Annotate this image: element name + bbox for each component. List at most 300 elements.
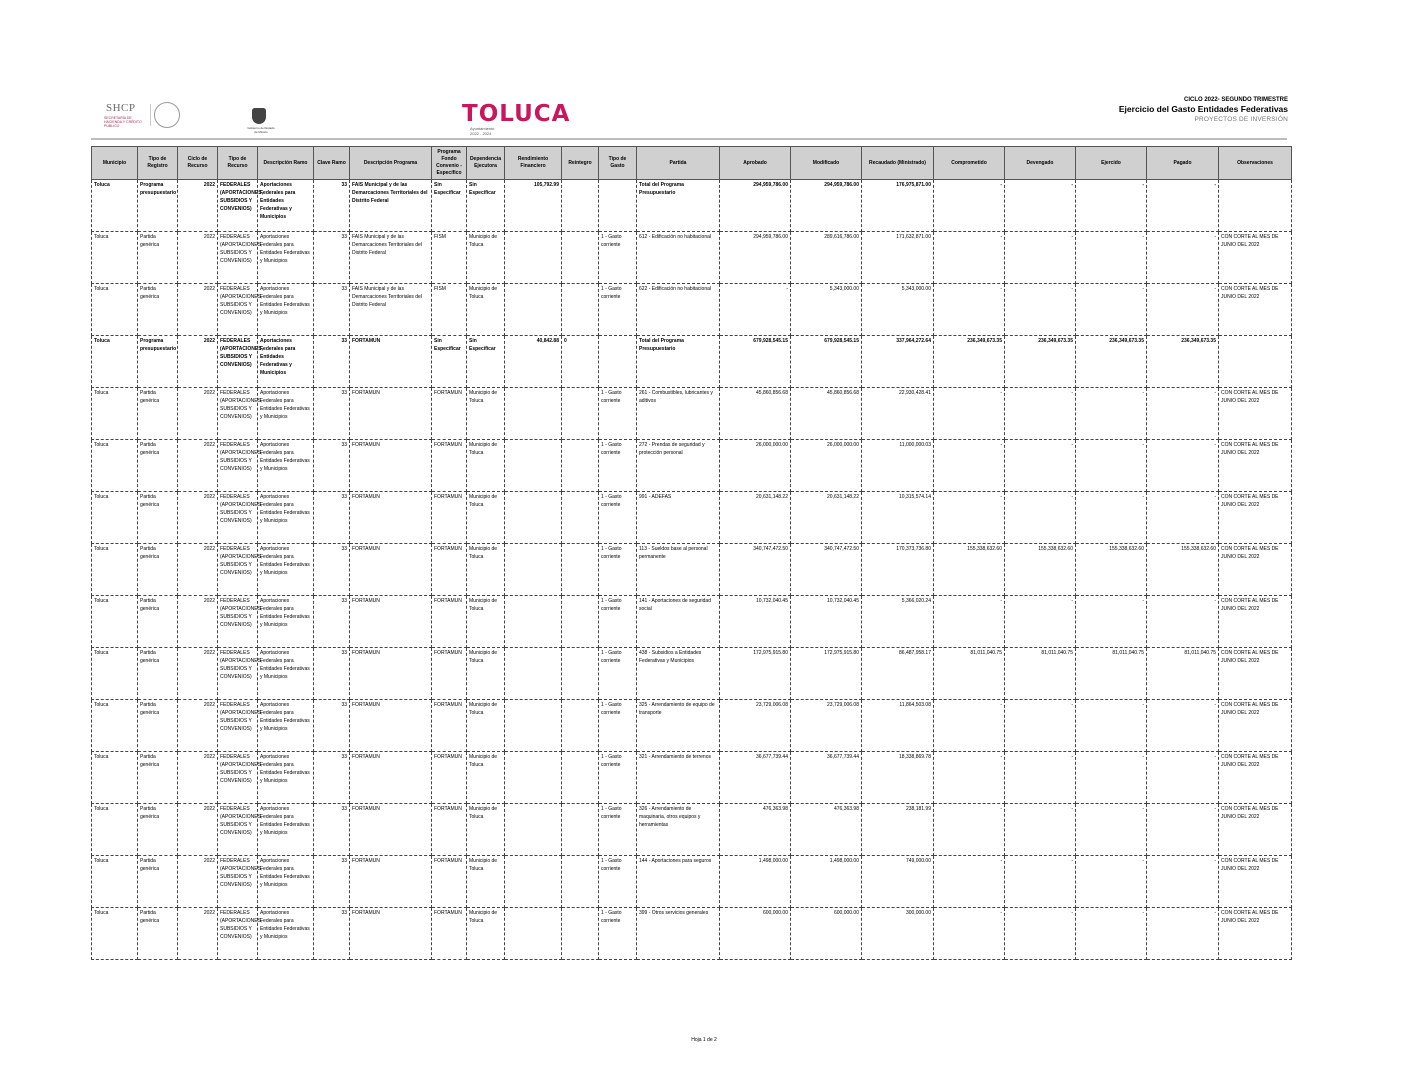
table-cell: 172,975,915.80 <box>791 648 862 700</box>
table-cell <box>562 648 599 700</box>
table-cell: 2022 <box>178 544 218 596</box>
table-cell: CON CORTE AL MES DE JUNIO DEL 2022 <box>1219 804 1292 856</box>
table-cell: - <box>1147 908 1219 960</box>
table-cell: 33 <box>314 336 350 388</box>
table-row <box>92 492 1292 544</box>
table-cell: FEDERALES (APORTACIONES, SUBSIDIOS Y CONVENIOS) <box>218 700 258 752</box>
table-row <box>92 388 1292 440</box>
table-cell: FEDERALES (APORTACIONES, SUBSIDIOS Y CONVENIOS) <box>218 908 258 960</box>
table-cell: 11,864,503.08 <box>862 700 934 752</box>
table-cell: Aportaciones Federales para Entidades Federativas y Municipios <box>258 544 314 596</box>
column-header: Aprobado <box>720 147 791 180</box>
table-cell <box>505 388 562 440</box>
table-cell: - <box>934 752 1005 804</box>
table-cell: FORTAMUN <box>432 492 467 544</box>
table-cell <box>505 544 562 596</box>
table-row <box>92 856 1292 908</box>
expense-table <box>91 146 1292 960</box>
table-cell <box>562 856 599 908</box>
table-cell: 749,000.00 <box>862 856 934 908</box>
table-cell: 33 <box>314 908 350 960</box>
table-cell: 294,959,786.00 <box>720 232 791 284</box>
column-header: Reintegro <box>562 147 599 180</box>
table-cell: 172,975,915.80 <box>720 648 791 700</box>
table-cell: 33 <box>314 648 350 700</box>
column-header: Municipio <box>92 147 138 180</box>
table-cell: Toluca <box>92 336 138 388</box>
table-cell <box>562 284 599 336</box>
table-cell: 5,343,000.00 <box>791 284 862 336</box>
table-cell: FORTAMUN <box>350 856 432 908</box>
table-cell: 170,373,736.80 <box>862 544 934 596</box>
table-cell <box>599 180 637 232</box>
table-cell: - <box>1147 804 1219 856</box>
table-cell <box>562 804 599 856</box>
table-cell: FEDERALES (APORTACIONES, SUBSIDIOS Y CONVENIOS) <box>218 648 258 700</box>
table-cell: 33 <box>314 440 350 492</box>
table-cell: Aportaciones Federales para Entidades Federativas y Municipios <box>258 908 314 960</box>
table-cell: 1,498,000.00 <box>791 856 862 908</box>
table-cell: 236,349,673.35 <box>1076 336 1147 388</box>
table-cell: 23,729,006.08 <box>791 700 862 752</box>
table-cell: Partida genérica <box>138 804 178 856</box>
table-cell: 1 - Gasto corriente <box>599 648 637 700</box>
table-cell: 1 - Gasto corriente <box>599 440 637 492</box>
table-cell: 33 <box>314 804 350 856</box>
table-cell: CON CORTE AL MES DE JUNIO DEL 2022 <box>1219 908 1292 960</box>
table-cell: Municipio de Toluca <box>467 700 505 752</box>
table-cell: 144 - Aportaciones para seguros <box>637 856 720 908</box>
table-cell: 399 - Otros servicios generales <box>637 908 720 960</box>
table-cell: 2022 <box>178 284 218 336</box>
table-cell: Municipio de Toluca <box>467 284 505 336</box>
table-cell: 294,959,786.00 <box>720 180 791 232</box>
table-cell: 81,011,040.75 <box>934 648 1005 700</box>
table-cell: FEDERALES (APORTACIONES, SUBSIDIOS Y CONVENIOS) <box>218 804 258 856</box>
table-cell: 294,959,786.00 <box>791 180 862 232</box>
table-cell: 155,338,632.60 <box>1005 544 1076 596</box>
logo-divider <box>150 104 151 126</box>
column-header: Modificado <box>791 147 862 180</box>
header-divider <box>91 138 1287 140</box>
toluca-sub-2: 2022 - 2024 <box>470 131 492 136</box>
table-cell: 171,632,871.00 <box>862 232 934 284</box>
table-cell: 105,792.99 <box>505 180 562 232</box>
table-cell: 33 <box>314 492 350 544</box>
table-cell: 33 <box>314 856 350 908</box>
table-cell: FEDERALES (APORTACIONES, SUBSIDIOS Y CONVENIOS) <box>218 232 258 284</box>
table-cell: 2022 <box>178 336 218 388</box>
table-cell <box>505 284 562 336</box>
table-cell: 272 - Prendas de seguridad y protección personal <box>637 440 720 492</box>
table-cell: CON CORTE AL MES DE JUNIO DEL 2022 <box>1219 544 1292 596</box>
table-cell: FEDERALES (APORTACIONES, SUBSIDIOS Y CONVENIOS) <box>218 544 258 596</box>
column-header: Tipo de Gasto <box>599 147 637 180</box>
column-header: Partida <box>637 147 720 180</box>
table-cell: 612 - Edificación no habitacional <box>637 232 720 284</box>
table-cell: Municipio de Toluca <box>467 440 505 492</box>
table-cell: 2022 <box>178 596 218 648</box>
column-header: Descripción Ramo <box>258 147 314 180</box>
table-cell: FEDERALES (APORTACIONES, SUBSIDIOS Y CONVENIOS) <box>218 752 258 804</box>
table-cell: CON CORTE AL MES DE JUNIO DEL 2022 <box>1219 440 1292 492</box>
table-cell: 33 <box>314 752 350 804</box>
table-cell: FEDERALES (APORTACIONES, SUBSIDIOS Y CONVENIOS) <box>218 856 258 908</box>
table-cell: 33 <box>314 232 350 284</box>
table-cell: 238,181.99 <box>862 804 934 856</box>
table-cell: FORTAMUN <box>350 700 432 752</box>
table-row <box>92 700 1292 752</box>
table-cell: - <box>1005 700 1076 752</box>
table-cell: CON CORTE AL MES DE JUNIO DEL 2022 <box>1219 596 1292 648</box>
table-cell: Aportaciones Federales para Entidades Federativas y Municipios <box>258 440 314 492</box>
table-cell: 155,338,632.60 <box>934 544 1005 596</box>
table-cell: 325 - Arrendamiento de equipo de transporte <box>637 700 720 752</box>
table-cell: - <box>1005 232 1076 284</box>
table-cell: 86,487,958.17 <box>862 648 934 700</box>
table-cell: CON CORTE AL MES DE JUNIO DEL 2022 <box>1219 752 1292 804</box>
table-cell: - <box>1147 596 1219 648</box>
table-row <box>92 284 1292 336</box>
table-cell: - <box>1147 284 1219 336</box>
table-cell <box>562 908 599 960</box>
table-row <box>92 752 1292 804</box>
table-cell: FORTAMUN <box>350 752 432 804</box>
table-cell: 155,338,632.60 <box>1147 544 1219 596</box>
table-cell: - <box>1147 752 1219 804</box>
table-cell: - <box>934 908 1005 960</box>
table-cell: 45,860,856.68 <box>720 388 791 440</box>
table-cell: - <box>934 284 1005 336</box>
table-cell: 33 <box>314 388 350 440</box>
table-cell <box>1219 180 1292 232</box>
report-subtitle: PROYECTOS DE INVERSIÓN <box>1194 116 1288 123</box>
table-cell <box>505 856 562 908</box>
table-cell: - <box>934 596 1005 648</box>
table-cell: Aportaciones Federales para Entidades Federativas y Municipios <box>258 752 314 804</box>
column-header: Descripción Programa <box>350 147 432 180</box>
table-cell: - <box>1076 232 1147 284</box>
table-cell: FORTAMUN <box>432 596 467 648</box>
shcp-logo-text: SHCP <box>106 102 136 114</box>
table-cell: FORTAMUN <box>350 492 432 544</box>
table-cell: 81,011,040.75 <box>1005 648 1076 700</box>
table-cell: CON CORTE AL MES DE JUNIO DEL 2022 <box>1219 388 1292 440</box>
table-cell <box>1219 336 1292 388</box>
table-cell: 321 - Arrendamiento de terrenos <box>637 752 720 804</box>
table-cell: FISM <box>432 284 467 336</box>
table-cell: 45,860,856.68 <box>791 388 862 440</box>
column-header: Ejercido <box>1076 147 1147 180</box>
table-cell: Toluca <box>92 388 138 440</box>
column-header: Ciclo de Recurso <box>178 147 218 180</box>
table-cell: 1 - Gasto corriente <box>599 284 637 336</box>
table-cell <box>505 492 562 544</box>
table-cell: - <box>934 440 1005 492</box>
table-row <box>92 648 1292 700</box>
table-cell: Partida genérica <box>138 700 178 752</box>
table-cell: 20,631,148.22 <box>720 492 791 544</box>
table-cell: - <box>934 492 1005 544</box>
table-cell: 0 <box>562 336 599 388</box>
table-cell: 81,011,040.75 <box>1076 648 1147 700</box>
table-cell: - <box>1076 856 1147 908</box>
table-cell: - <box>1147 492 1219 544</box>
table-cell: 5,343,000.00 <box>862 284 934 336</box>
table-cell: Municipio de Toluca <box>467 492 505 544</box>
table-cell: 2022 <box>178 232 218 284</box>
table-cell: FEDERALES (APORTACIONES, SUBSIDIOS Y CONVENIOS) <box>218 440 258 492</box>
table-cell <box>562 440 599 492</box>
toluca-logo <box>462 101 571 138</box>
table-cell: Toluca <box>92 648 138 700</box>
table-cell: 2022 <box>178 648 218 700</box>
table-cell: Partida genérica <box>138 388 178 440</box>
table-row <box>92 596 1292 648</box>
table-cell: 1 - Gasto corriente <box>599 388 637 440</box>
table-cell: Aportaciones Federales para Entidades Federativas y Municipios <box>258 700 314 752</box>
shcp-logo-subtext: SECRETARÍA DE HACIENDA Y CRÉDITO PÚBLICO <box>104 116 142 128</box>
table-cell: - <box>1076 180 1147 232</box>
table-cell: - <box>1076 596 1147 648</box>
table-cell: - <box>1076 700 1147 752</box>
table-cell: FORTAMUN <box>350 804 432 856</box>
table-cell: - <box>1147 856 1219 908</box>
table-cell: 600,000.00 <box>791 908 862 960</box>
table-cell: 155,338,632.60 <box>1076 544 1147 596</box>
table-cell: - <box>934 700 1005 752</box>
table-cell: Municipio de Toluca <box>467 908 505 960</box>
table-cell: - <box>1076 908 1147 960</box>
page-footer: Hoja 1 de 2 <box>691 1037 717 1043</box>
table-cell: 141 - Aportaciones de seguridad social <box>637 596 720 648</box>
table-cell: Municipio de Toluca <box>467 388 505 440</box>
table-cell: 340,747,472.50 <box>720 544 791 596</box>
table-cell: FORTAMUN <box>350 596 432 648</box>
table-cell: FORTAMUN <box>432 440 467 492</box>
table-cell <box>505 752 562 804</box>
table-cell: 22,930,428.41 <box>862 388 934 440</box>
table-cell: - <box>1147 700 1219 752</box>
table-cell: 36,677,739.44 <box>720 752 791 804</box>
table-cell: FEDERALES (APORTACIONES, SUBSIDIOS Y CONVENIOS) <box>218 596 258 648</box>
table-cell: 11,000,000.03 <box>862 440 934 492</box>
table-cell: FEDERALES (APORTACIONES, SUBSIDIOS Y CONVENIOS) <box>218 284 258 336</box>
table-cell: 1 - Gasto corriente <box>599 804 637 856</box>
table-cell: Partida genérica <box>138 596 178 648</box>
column-header: Clave Ramo <box>314 147 350 180</box>
table-cell <box>562 544 599 596</box>
table-cell: CON CORTE AL MES DE JUNIO DEL 2022 <box>1219 284 1292 336</box>
column-header: Tipo de Recurso <box>218 147 258 180</box>
table-cell: 2022 <box>178 752 218 804</box>
table-cell: 236,349,673.35 <box>934 336 1005 388</box>
table-cell: - <box>1005 492 1076 544</box>
table-cell: CON CORTE AL MES DE JUNIO DEL 2022 <box>1219 700 1292 752</box>
table-cell: Programa presupuestario <box>138 180 178 232</box>
table-cell: Toluca <box>92 440 138 492</box>
table-cell: Partida genérica <box>138 544 178 596</box>
table-cell: 1 - Gasto corriente <box>599 544 637 596</box>
table-cell: FORTAMUN <box>350 544 432 596</box>
table-cell: 476,363.98 <box>791 804 862 856</box>
table-cell: CON CORTE AL MES DE JUNIO DEL 2022 <box>1219 648 1292 700</box>
shield-icon <box>252 108 266 124</box>
table-cell: Aportaciones Federales para Entidades Federativas y Municipios <box>258 180 314 232</box>
table-cell: FAIS Municipal y de las Demarcaciones Territoriales del Distrito Federal <box>350 232 432 284</box>
table-cell: FORTAMUN <box>432 908 467 960</box>
table-cell: Toluca <box>92 804 138 856</box>
table-cell: 679,928,545.15 <box>791 336 862 388</box>
table-cell: FORTAMUN <box>350 648 432 700</box>
table-cell: Toluca <box>92 856 138 908</box>
table-cell: 33 <box>314 544 350 596</box>
table-cell: 2022 <box>178 908 218 960</box>
column-header: Recaudado (Ministrado) <box>862 147 934 180</box>
table-cell: 337,964,272.64 <box>862 336 934 388</box>
table-cell: FEDERALES (APORTACIONES, SUBSIDIOS Y CONVENIOS) <box>218 492 258 544</box>
table-cell: 18,338,869.78 <box>862 752 934 804</box>
table-cell: 113 - Sueldos base al personal permanente <box>637 544 720 596</box>
table-cell: Municipio de Toluca <box>467 596 505 648</box>
table-cell: CON CORTE AL MES DE JUNIO DEL 2022 <box>1219 492 1292 544</box>
table-cell <box>505 908 562 960</box>
table-cell: FEDERALES (APORTACIONES, SUBSIDIOS Y CONVENIOS) <box>218 336 258 388</box>
table-cell: 1 - Gasto corriente <box>599 596 637 648</box>
table-cell: - <box>1147 180 1219 232</box>
table-cell: Sin Especificar <box>467 180 505 232</box>
column-header: Comprometido <box>934 147 1005 180</box>
table-cell <box>562 180 599 232</box>
table-cell: Aportaciones Federales para Entidades Federativas y Municipios <box>258 804 314 856</box>
table-cell: - <box>934 232 1005 284</box>
table-cell: 622 - Edificación no habitacional <box>637 284 720 336</box>
table-cell: Toluca <box>92 232 138 284</box>
table-cell: 40,842.88 <box>505 336 562 388</box>
table-cell <box>562 752 599 804</box>
table-cell: 1 - Gasto corriente <box>599 856 637 908</box>
table-cell: Toluca <box>92 700 138 752</box>
table-cell: 26,000,000.00 <box>720 440 791 492</box>
table-cell: - <box>1076 388 1147 440</box>
table-cell: Partida genérica <box>138 648 178 700</box>
table-cell: 2022 <box>178 856 218 908</box>
table-cell: 1,498,000.00 <box>720 856 791 908</box>
table-cell: - <box>1076 804 1147 856</box>
table-cell: 26,000,000.00 <box>791 440 862 492</box>
table-cell: 261 - Combustibles, lubricantes y aditivos <box>637 388 720 440</box>
table-cell: 5,366,020.24 <box>862 596 934 648</box>
table-cell: Sin Especificar <box>467 336 505 388</box>
toluca-sub-1: Ayuntamiento <box>470 126 495 131</box>
table-cell: Municipio de Toluca <box>467 804 505 856</box>
table-cell <box>562 388 599 440</box>
table-cell: 236,349,673.35 <box>1147 336 1219 388</box>
table-cell: - <box>1005 388 1076 440</box>
edomex-caption: Gobierno del Estado de México <box>247 126 275 134</box>
table-cell: 33 <box>314 700 350 752</box>
table-cell: 33 <box>314 284 350 336</box>
table-cell: 36,677,739.44 <box>791 752 862 804</box>
table-cell: FORTAMUN <box>432 648 467 700</box>
table-cell: Aportaciones Federales para Entidades Federativas y Municipios <box>258 336 314 388</box>
column-header: Programa Fondo Convenio - Específico <box>432 147 467 180</box>
table-cell: - <box>1076 440 1147 492</box>
table-cell <box>562 700 599 752</box>
column-header: Devengado <box>1005 147 1076 180</box>
table-cell: 2022 <box>178 804 218 856</box>
table-cell: Aportaciones Federales para Entidades Federativas y Municipios <box>258 648 314 700</box>
table-cell: FAIS Municipal y de las Demarcaciones Territoriales del Distrito Federal <box>350 180 432 232</box>
table-cell: 326 - Arrendamiento de maquinaria, otros equipos y herramientas <box>637 804 720 856</box>
table-cell <box>505 596 562 648</box>
edomex-logo <box>246 108 276 134</box>
table-cell: - <box>1005 596 1076 648</box>
table-cell: Partida genérica <box>138 492 178 544</box>
table-cell: 1 - Gasto corriente <box>599 492 637 544</box>
table-cell: Aportaciones Federales para Entidades Federativas y Municipios <box>258 284 314 336</box>
table-cell: FORTAMUN <box>350 440 432 492</box>
table-cell: Aportaciones Federales para Entidades Federativas y Municipios <box>258 232 314 284</box>
table-cell: 1 - Gasto corriente <box>599 700 637 752</box>
table-cell: 10,315,574.14 <box>862 492 934 544</box>
table-cell: Partida genérica <box>138 856 178 908</box>
table-cell: - <box>1005 440 1076 492</box>
table-cell <box>505 700 562 752</box>
table-cell: Aportaciones Federales para Entidades Federativas y Municipios <box>258 492 314 544</box>
table-cell: - <box>1005 856 1076 908</box>
table-cell: Toluca <box>92 596 138 648</box>
table-row <box>92 908 1292 960</box>
table-cell <box>562 596 599 648</box>
table-cell: FORTAMUN <box>432 700 467 752</box>
table-cell: 476,363.98 <box>720 804 791 856</box>
table-cell: - <box>1005 284 1076 336</box>
table-cell: 600,000.00 <box>720 908 791 960</box>
table-cell: - <box>1076 752 1147 804</box>
table-cell: Municipio de Toluca <box>467 232 505 284</box>
table-cell: FORTAMUN <box>350 908 432 960</box>
table-cell: - <box>1147 440 1219 492</box>
table-cell: 236,349,673.35 <box>1005 336 1076 388</box>
table-cell: 10,732,040.45 <box>791 596 862 648</box>
table-cell: 2022 <box>178 700 218 752</box>
table-cell: FAIS Municipal y de las Demarcaciones Territoriales del Distrito Federal <box>350 284 432 336</box>
table-cell: 991 - ADEFAS <box>637 492 720 544</box>
table-cell: Partida genérica <box>138 440 178 492</box>
table-cell: FORTAMUN <box>350 388 432 440</box>
table-cell: 10,732,040.45 <box>720 596 791 648</box>
table-cell: Toluca <box>92 284 138 336</box>
table-cell: Municipio de Toluca <box>467 648 505 700</box>
table-cell: Programa presupuestario <box>138 336 178 388</box>
table-cell: Municipio de Toluca <box>467 752 505 804</box>
table-cell: Sin Especificar <box>432 336 467 388</box>
table-cell: FEDERALES (APORTACIONES, SUBSIDIOS Y CONVENIOS) <box>218 388 258 440</box>
table-cell: Toluca <box>92 752 138 804</box>
table-cell: - <box>1005 804 1076 856</box>
table-cell: Total del Programa Presupuestario <box>637 180 720 232</box>
table-cell: - <box>1076 284 1147 336</box>
table-cell: 81,011,040.75 <box>1147 648 1219 700</box>
table-header-row <box>92 147 1292 180</box>
table-cell: Sin Especificar <box>432 180 467 232</box>
table-cell: FEDERALES (APORTACIONES, SUBSIDIOS Y CONVENIOS) <box>218 180 258 232</box>
table-cell: Partida genérica <box>138 232 178 284</box>
column-header: Dependencia Ejecutora <box>467 147 505 180</box>
table-cell: - <box>1147 232 1219 284</box>
shcp-logo <box>100 102 186 130</box>
